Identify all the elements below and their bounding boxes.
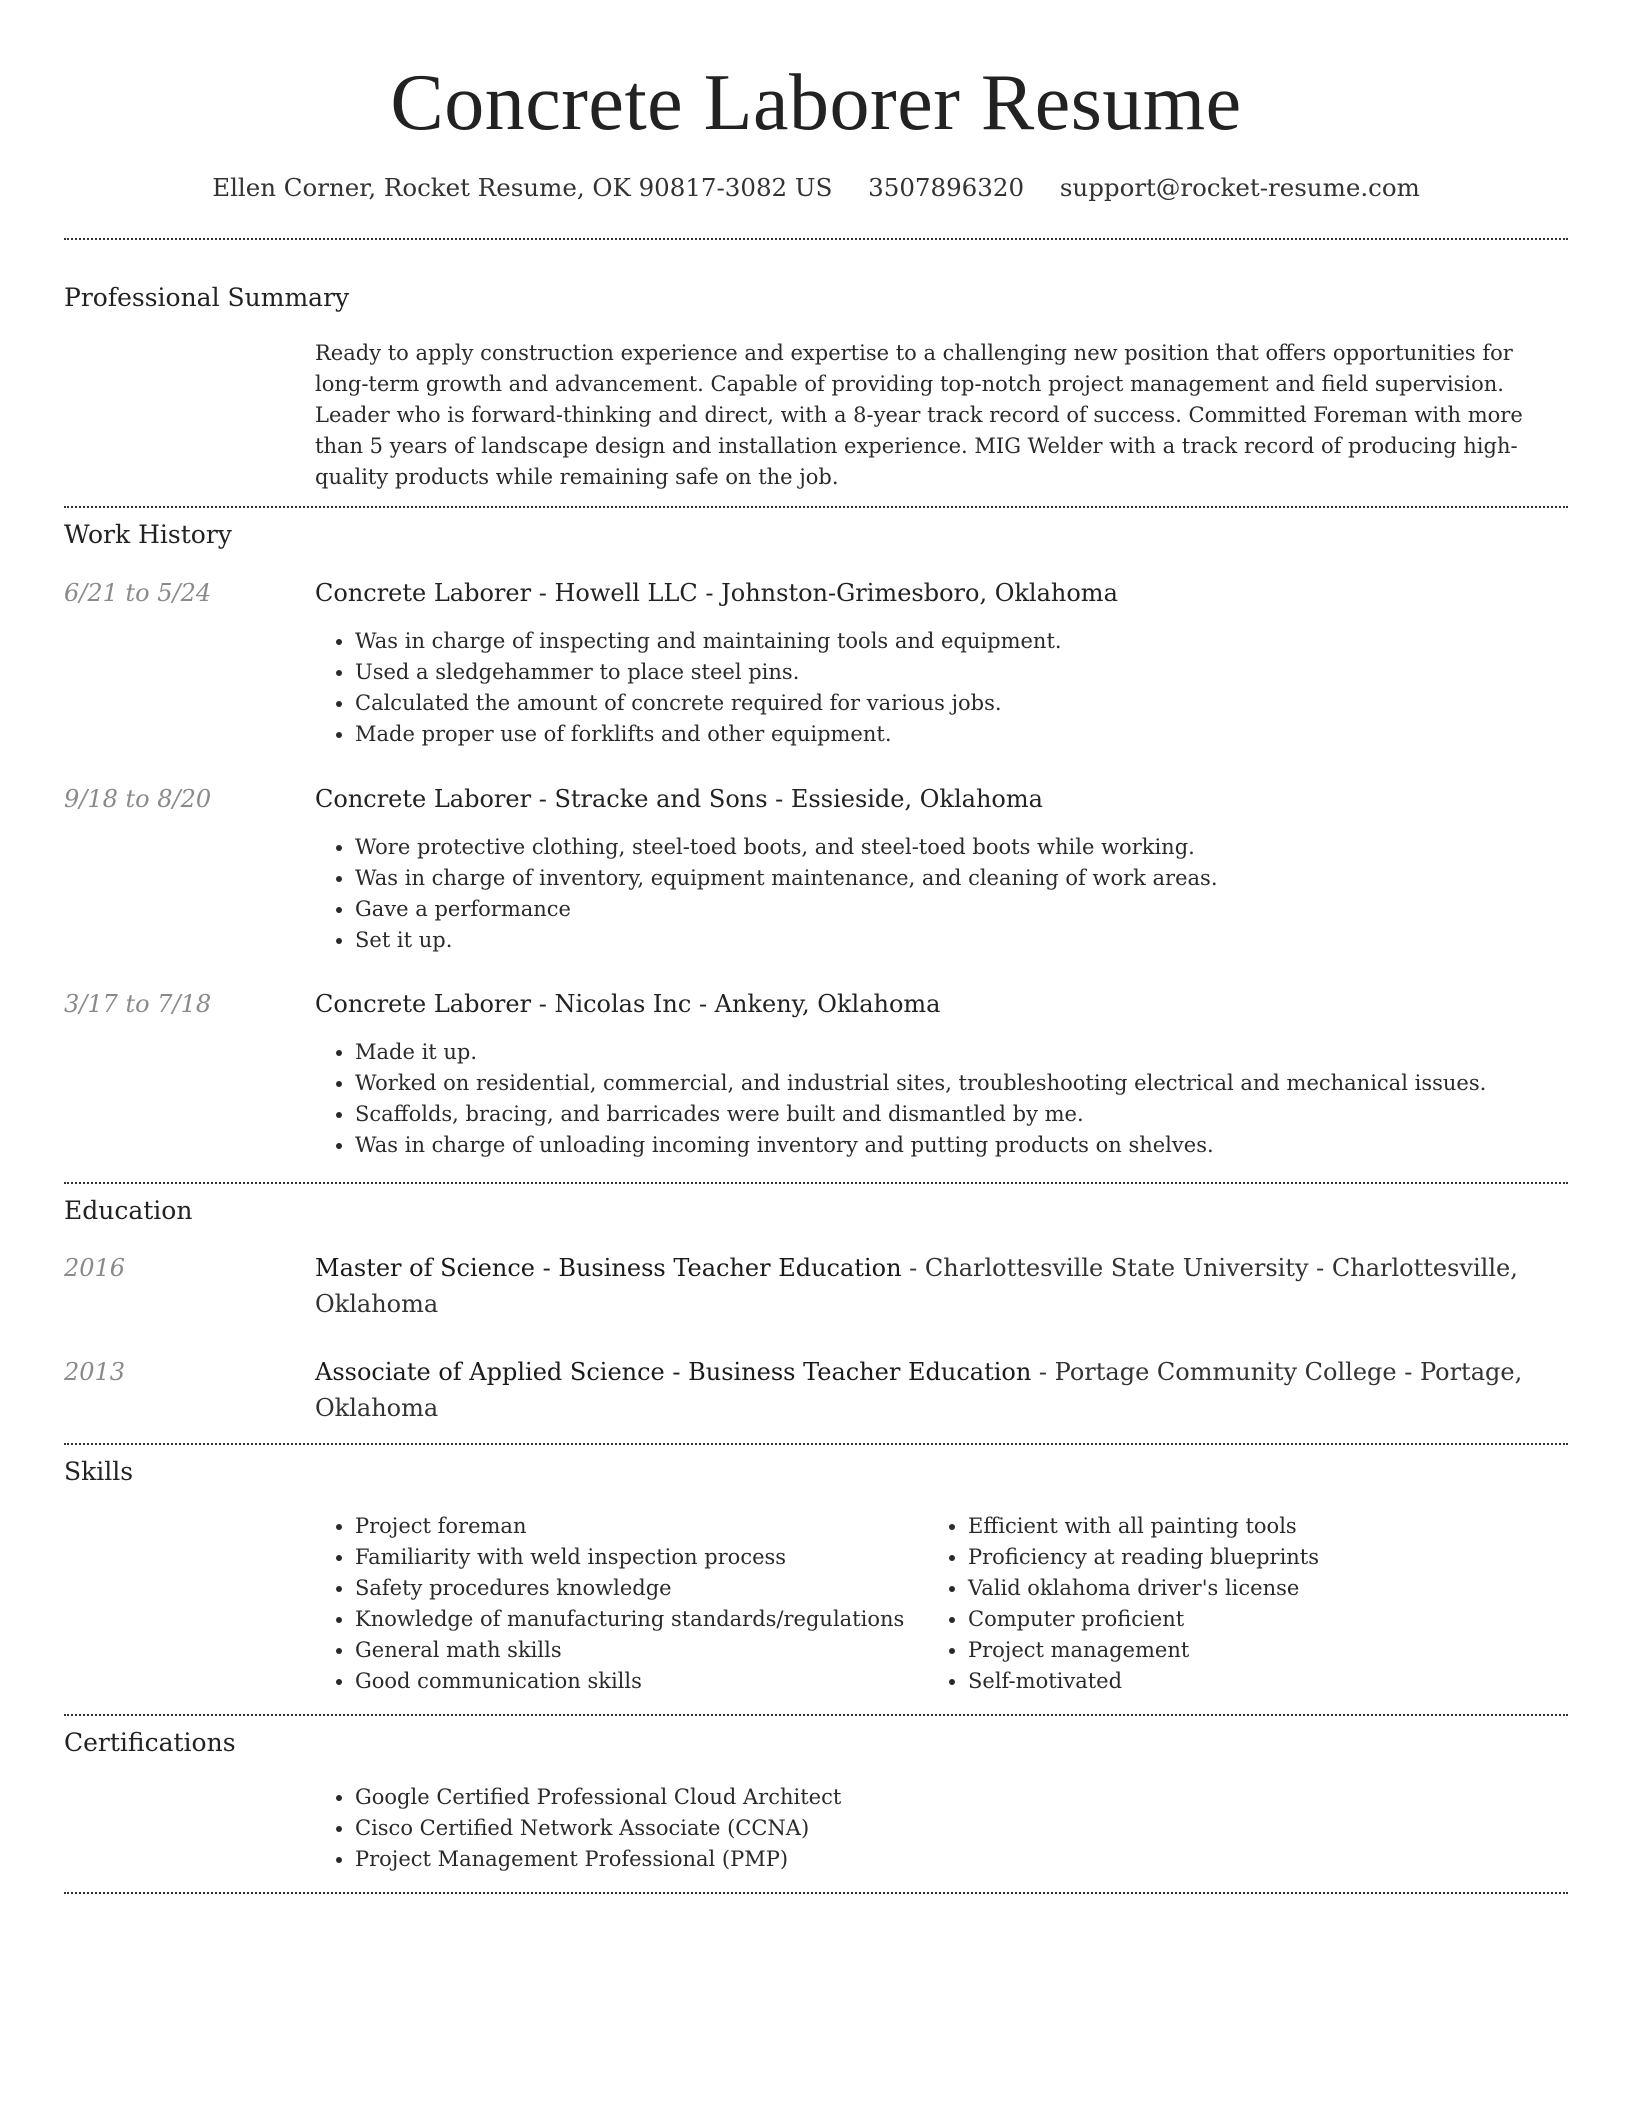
section-heading-skills: Skills [64,1457,134,1486]
job-bullets [311,1037,1486,1161]
list-item: • Familiarity with weld inspection process [355,1542,904,1573]
divider [64,506,1568,508]
job-dates: 3/17 to 7/18 [64,990,212,1018]
contact-address: Ellen Corner, Rocket Resume, OK 90817-3082 US [212,173,833,202]
job-title: Concrete Laborer - Howell LLC - Johnston-Grimesboro, Oklahoma [315,579,1118,607]
divider [64,1443,1568,1445]
list-item: • Made it up. [355,1037,1486,1068]
section-heading-summary: Professional Summary [64,283,350,312]
list-item: • Set it up. [355,925,1218,956]
list-item: • Self-motivated [968,1666,1319,1697]
contact-line [0,170,1632,206]
list-item: • Project foreman [355,1511,904,1542]
list-item: • Worked on residential, commercial, and industrial sites, troubleshooting electrical and mechanical issues. [355,1068,1486,1099]
job-dates: 6/21 to 5/24 [64,579,212,607]
divider [64,238,1568,240]
list-item: • Was in charge of inspecting and maintaining tools and equipment. [355,626,1062,657]
skills-list-right [924,1511,1319,1697]
divider [64,1714,1568,1716]
list-item: • Proficiency at reading blueprints [968,1542,1319,1573]
education-school: - Portage Community College - Portage, Oklahoma [315,1358,1523,1422]
job-title: Concrete Laborer - Nicolas Inc - Ankeny, Oklahoma [315,990,941,1018]
job-bullets [311,626,1062,750]
list-item: • Was in charge of inventory, equipment maintenance, and cleaning of work areas. [355,863,1218,894]
education-degree: Associate of Applied Science - Business Teacher Education [315,1358,1032,1386]
section-heading-work-history: Work History [64,520,232,549]
list-item: • Cisco Certified Network Associate (CCNA) [355,1813,841,1844]
list-item: • Knowledge of manufacturing standards/regulations [355,1604,904,1635]
education-entry [315,1354,1565,1426]
divider [64,1182,1568,1184]
job-dates: 9/18 to 8/20 [64,785,212,813]
list-item: • Gave a performance [355,894,1218,925]
summary-text: Ready to apply construction experience and expertise to a challenging new position that offers opportunities for long-term growth and advancement. Capable of providing top-notch project management and field supervision. Leader who is forward-thinking and direct, with a 8-year track record of success. Committed Foreman with more than 5 years of landscape design and installation experience. MIG Welder with a track record of producing high-quality products while remaining safe on the job. [315,341,1523,489]
list-item: • Calculated the amount of concrete required for various jobs. [355,688,1062,719]
skills-list-left [311,1511,904,1697]
list-item: • Was in charge of unloading incoming inventory and putting products on shelves. [355,1130,1486,1161]
list-item: • Valid oklahoma driver's license [968,1573,1319,1604]
education-entry [315,1250,1565,1322]
divider [64,1892,1568,1894]
certifications-list [311,1782,841,1875]
job-title: Concrete Laborer - Stracke and Sons - Essieside, Oklahoma [315,785,1043,813]
list-item: • Used a sledgehammer to place steel pins. [355,657,1062,688]
contact-phone: 3507896320 [868,173,1025,202]
job-bullets [311,832,1218,956]
list-item: • Good communication skills [355,1666,904,1697]
list-item: • Wore protective clothing, steel-toed boots, and steel-toed boots while working. [355,832,1218,863]
list-item: • Computer proficient [968,1604,1319,1635]
education-degree: Master of Science - Business Teacher Education [315,1254,902,1282]
section-heading-certifications: Certifications [64,1728,236,1757]
list-item: • Project management [968,1635,1319,1666]
education-year: 2013 [64,1358,126,1386]
list-item: • Project Management Professional (PMP) [355,1844,841,1875]
contact-email: support@rocket-resume.com [1059,173,1420,202]
list-item: • Safety procedures knowledge [355,1573,904,1604]
list-item: • Scaffolds, bracing, and barricades were built and dismantled by me. [355,1099,1486,1130]
list-item: • Google Certified Professional Cloud Architect [355,1782,841,1813]
section-heading-education: Education [64,1196,193,1225]
page-title: Concrete Laborer Resume [390,59,1242,147]
education-year: 2016 [64,1254,126,1282]
list-item: • General math skills [355,1635,904,1666]
education-school: - Charlottesville State University - Charlottesville, Oklahoma [315,1254,1518,1318]
list-item: • Made proper use of forklifts and other equipment. [355,719,1062,750]
list-item: • Efficient with all painting tools [968,1511,1319,1542]
